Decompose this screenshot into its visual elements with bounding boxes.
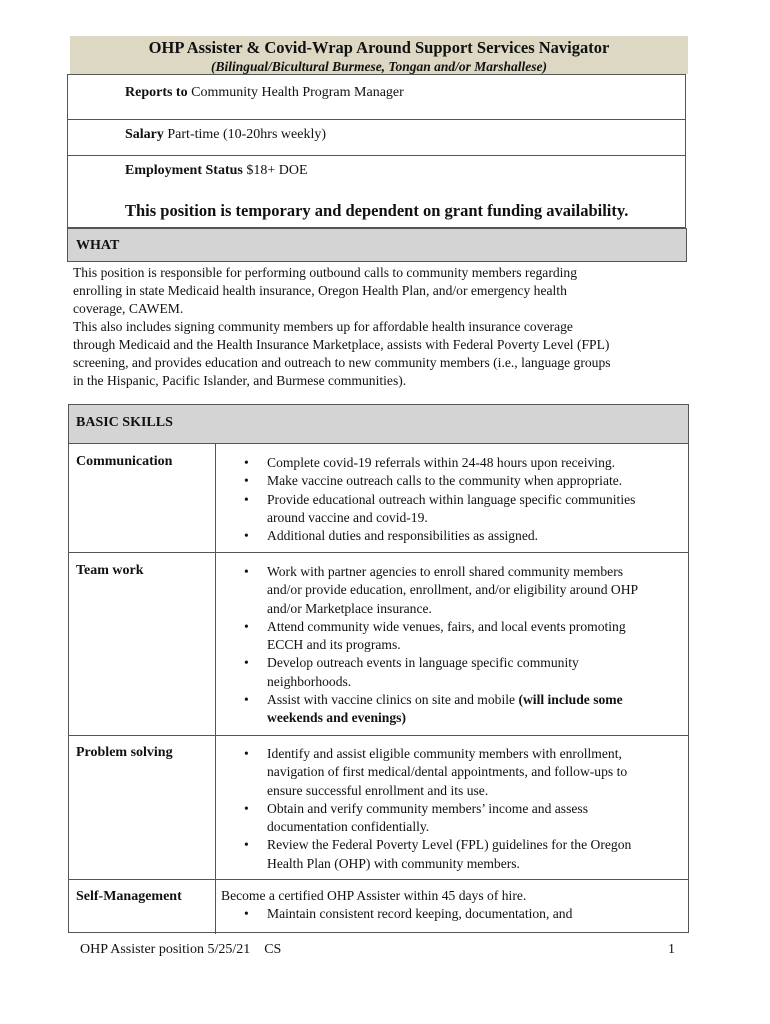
skill-communication-label: Communication [76,454,173,469]
what-line: screening, and provides education and outreach to new community members (i.e., language groups [73,355,611,370]
footer-page-number: 1 [668,942,675,957]
employment-label: Employment Status [125,163,243,178]
reports-to-field [125,85,404,101]
what-line: This also includes signing community members up for affordable health insurance coverage [73,319,573,334]
employment-field [125,163,308,179]
list-item: • Provide educational outreach within language specific communities around vaccine and covid-19. [244,491,636,525]
what-line: in the Hispanic, Pacific Islander, and Burmese communities). [73,373,407,388]
skill-problem-solving-label: Problem solving [76,745,173,760]
self-management-intro: Become a certified OHP Assister within 45 days of hire. [221,888,527,903]
skill-self-management-label: Self-Management [76,889,182,904]
bullet-icon: • [244,473,249,489]
list-item: • Attend community wide venues, fairs, and local events promoting ECCH and its programs. [244,618,626,653]
bullet-icon: • [244,491,249,507]
list-item: • Maintain consistent record keeping, documentation, and [221,905,683,923]
footer-doc-info: OHP Assister position 5/25/21 CS [80,942,282,957]
skill-communication-body [221,454,683,545]
funding-notice: This position is temporary and dependent on grant funding availability. [125,201,629,220]
skill-self-management-body [221,887,683,924]
bullet-icon: • [244,564,249,579]
basic-skills-table [68,404,689,933]
bullet-icon: • [244,618,249,634]
reports-to-value: Community Health Program Manager [191,85,404,100]
self-management-list [221,905,683,923]
bullet-icon: • [244,906,249,922]
teamwork-list [221,563,683,728]
list-item: • Complete covid-19 referrals within 24-48 hours upon receiving. [221,454,683,472]
bullet-icon: • [244,655,249,671]
row-divider [69,552,688,553]
skill-teamwork-label: Team work [76,563,144,578]
bullet-icon: • [244,528,249,544]
salary-row [67,119,686,156]
list-item: • Work with partner agencies to enroll shared community members and/or provide education, enrollment, and/or eligibility around OHP and/or Marketplace insurance. [244,564,639,616]
what-line: This position is responsible for performing outbound calls to community members regarding [73,265,578,280]
page-title: OHP Assister & Covid-Wrap Around Support Services Navigator [148,38,610,57]
what-line: through Medicaid and the Health Insurance Marketplace, assists with Federal Poverty Level (FPL) [73,337,610,352]
reports-to-label: Reports to [125,85,188,100]
list-item: • Obtain and verify community members’ income and assess documentation confidentially. [244,800,589,835]
bullet-icon: • [244,837,249,853]
salary-value: Part-time (10-20hrs weekly) [167,127,327,142]
list-item: • Make vaccine outreach calls to the community when appropriate. [221,472,683,490]
column-divider [215,443,216,934]
list-item: • Develop outreach events in language specific community neighborhoods. [244,655,579,689]
list-item: • Review the Federal Poverty Level (FPL) guidelines for the Oregon Health Plan (OHP) with community members. [244,837,632,871]
list-item: • Additional duties and responsibilities as assigned. [221,527,683,545]
salary-label: Salary [125,127,164,142]
what-description [73,264,683,390]
salary-field [125,127,326,143]
skill-problem-solving-body [221,745,683,873]
row-divider [69,735,688,736]
what-heading: WHAT [76,238,120,253]
communication-list [221,454,683,545]
bullet-icon: • [244,746,249,761]
basic-skills-heading: BASIC SKILLS [76,415,173,430]
basic-skills-header [69,405,688,444]
row-divider [69,879,688,880]
what-line: coverage, CAWEM. [73,301,184,316]
reports-to-row [67,74,686,120]
title-band [70,36,688,74]
skill-teamwork-body [221,563,683,728]
bullet-icon: • [244,455,249,470]
bullet-icon: • [244,692,249,708]
list-item: • Assist with vaccine clinics on site and mobile (will include some weekends and evenings) [244,692,623,726]
bullet-icon: • [244,800,249,816]
what-section-header [67,228,687,262]
page-subtitle: (Bilingual/Bicultural Burmese, Tongan and/or Marshallese) [211,59,547,74]
employment-value: $18+ DOE [246,163,308,178]
problem-solving-list [221,745,683,873]
what-line: enrolling in state Medicaid health insurance, Oregon Health Plan, and/or emergency health [73,283,567,298]
list-item: • Identify and assist eligible community members with enrollment, navigation of first medical/dental appointments, and follow-ups to ensure successful enrollment and its use. [244,746,628,798]
employment-row [67,155,686,228]
